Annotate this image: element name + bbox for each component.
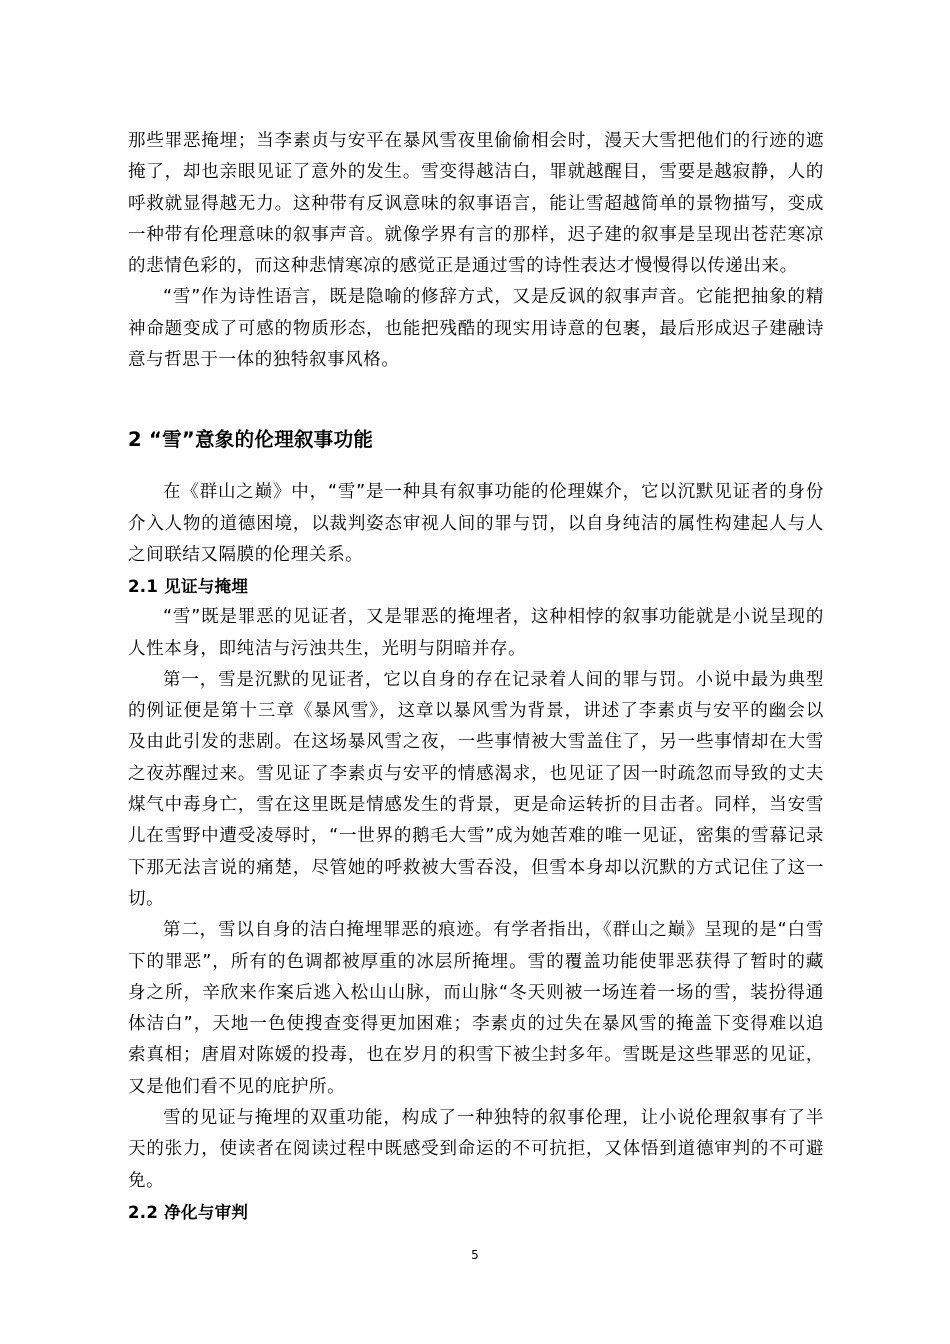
body-paragraph: “雪”既是罪恶的见证者，又是罪恶的掩埋者，这种相悖的叙事功能就是小说呈现的人性本身，即纯洁与污浊共生，光明与阴暗并存。 xyxy=(128,607,824,659)
body-paragraph: “雪”作为诗性语言，既是隐喻的修辞方式，又是反讽的叙事声音。它能把抽象的精神命题变成了可感的物质形态，也能把残酷的现实用诗意的包裹，最后形成迟子建融诗意与哲思于一体的独特叙事风格。 xyxy=(128,287,824,371)
section-heading: 2 “雪”意象的伦理叙事功能 xyxy=(128,428,374,452)
body-paragraph: 第一，雪是沉默的见证者，它以自身的存在记录着人间的罪与罚。小说中最为典型的例证便是第十三章《暴风雪》，这章以暴风雪为背景，讲述了李素贞与安平的幽会以及由此引发的悲剧。在这场暴风雪之夜，一些事情被大雪盖住了，另一些事情却在大雪之夜苏醒过来。雪见证了李素贞与安平的情感渴求，也见证了因一时疏忽而导致的丈夫煤气中毒身亡，雪在这里既是情感发生的背景，更是命运转折的目击者。同样，当安雪儿在雪野中遭受凌辱时，“一世界的鹅毛大雪”成为她苦难的唯一见证，密集的雪幕记录下那无法言说的痛楚，尽管她的呼救被大雪吞没，但雪本身却以沉默的方式记住了这一切。 xyxy=(128,669,824,909)
body-paragraph: 第二，雪以自身的洁白掩埋罪恶的痕迹。有学者指出，《群山之巅》呈现的是“白雪下的罪恶”，所有的色调都被厚重的冰层所掩埋。雪的覆盖功能使罪恶获得了暂时的藏身之所，辛欣来作案后逃入松山山脉，而山脉“冬天则被一场连着一场的雪，装扮得通体洁白”，天地一色使搜查变得更加困难；李素贞的过失在暴风雪的掩盖下变得难以追索真相；唐眉对陈媛的投毒，也在岁月的积雪下被尘封多年。雪既是这些罪恶的见证，又是他们看不见的庇护所。 xyxy=(128,920,824,1097)
page-content xyxy=(128,126,824,1228)
subsection-heading: 2.1 见证与掩埋 xyxy=(128,577,249,597)
body-paragraph: 在《群山之巅》中，“雪”是一种具有叙事功能的伦理媒介，它以沉默见证者的身份介入人物的道德困境，以裁判姿态审视人间的罪与罚，以自身纯洁的属性构建起人与人之间联结又隔膜的伦理关系。 xyxy=(128,482,824,565)
page-number: 5 xyxy=(471,1248,479,1262)
subsection-heading: 2.2 净化与审判 xyxy=(128,1202,249,1222)
body-paragraph: 那些罪恶掩埋；当李素贞与安平在暴风雪夜里偷偷相会时，漫天大雪把他们的行迹的遮掩了，却也亲眼见证了意外的发生。雪变得越洁白，罪就越醒目，雪要是越寂静，人的呼救就显得越无力。这种带有反讽意味的叙事语言，能让雪超越简单的景物描写，变成一种带有伦理意味的叙事声音。就像学界有言的那样，迟子建的叙事是呈现出苍茫寒凉的悲情色彩的，而这种悲情寒凉的感觉正是通过雪的诗性表达才慢慢得以传递出来。 xyxy=(128,131,824,277)
body-paragraph: 雪的见证与掩埋的双重功能，构成了一种独特的叙事伦理，让小说伦理叙事有了半天的张力，使读者在阅读过程中既感受到命运的不可抗拒，又体悟到道德审判的不可避免。 xyxy=(128,1108,824,1191)
